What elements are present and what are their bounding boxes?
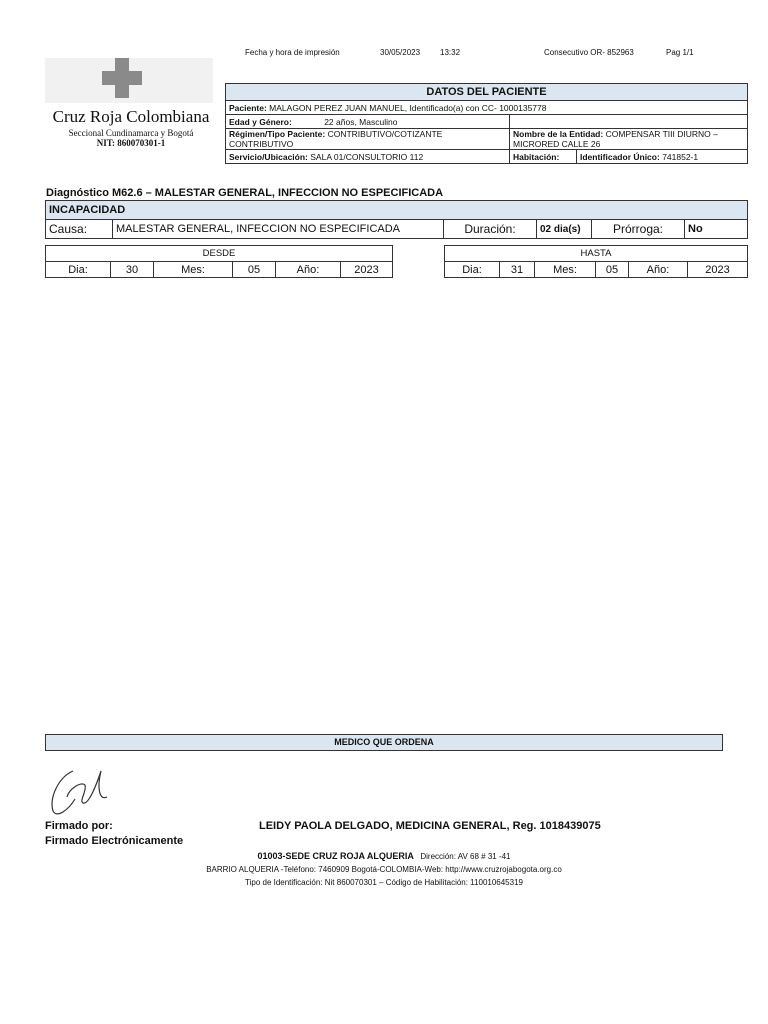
age-gender-cell xyxy=(226,115,510,129)
uid-value: 741852-1 xyxy=(662,151,699,162)
end-date-label: HASTA xyxy=(445,246,748,262)
consecutive-number: Consecutivo OR- 852963 xyxy=(544,48,634,57)
nit-text: NIT: 860070301-1 xyxy=(96,138,166,148)
print-time: 13:32 xyxy=(440,48,461,57)
start-month-value: 05 xyxy=(233,262,276,278)
organization-logo xyxy=(45,58,217,154)
duration-label: Duración: xyxy=(444,220,537,239)
service-value: SALA 01/CONSULTORIO 112 xyxy=(310,151,424,162)
start-day-value: 30 xyxy=(111,262,154,278)
end-date-table xyxy=(444,245,748,278)
service-label: Servicio/Ubicación: xyxy=(229,151,308,162)
start-date-table xyxy=(45,245,393,278)
uid-cell xyxy=(577,150,748,164)
print-date: 30/05/2023 xyxy=(380,48,421,57)
footer-site-line xyxy=(0,851,768,861)
signed-by-label: Firmado por: xyxy=(45,820,113,832)
age-gender-value: 22 años, Masculino xyxy=(324,116,398,127)
patient-name-label: Paciente: xyxy=(229,102,267,113)
entity-value: COMPENSAR TIII DIURNO – MICRORED CALLE 26 xyxy=(513,129,718,149)
diagnosis-line: Diagnóstico M62.6 – MALESTAR GENERAL, INFECCION NO ESPECIFICADA xyxy=(46,187,444,199)
end-year-value: 2023 xyxy=(688,262,748,278)
start-date-label: DESDE xyxy=(46,246,393,262)
extension-label: Prórroga: xyxy=(592,220,685,239)
footer-site: 01003-SEDE CRUZ ROJA ALQUERIA xyxy=(257,851,414,861)
extension-value: No xyxy=(685,220,748,239)
empty-cell xyxy=(510,115,748,129)
regimen-label: Régimen/Tipo Paciente: xyxy=(229,129,326,139)
regimen-value: CONTRIBUTIVO/COTIZANTE CONTRIBUTIVO xyxy=(229,129,443,149)
service-cell xyxy=(226,150,510,164)
start-year-label: Año: xyxy=(276,262,341,278)
patient-data-title: DATOS DEL PACIENTE xyxy=(226,84,748,101)
incapacity-title: INCAPACIDAD xyxy=(46,201,748,220)
end-month-label: Mes: xyxy=(535,262,596,278)
cause-label: Causa: xyxy=(46,220,113,239)
entity-label: Nombre de la Entidad: xyxy=(513,129,604,139)
seccional-text: Seccional Cundinamarca y Bogotá xyxy=(68,128,194,138)
red-cross-icon-bar xyxy=(102,71,142,85)
duration-value: 02 dia(s) xyxy=(537,220,592,239)
entity-cell xyxy=(510,129,748,150)
patient-data-table xyxy=(225,83,748,164)
end-day-label: Dia: xyxy=(445,262,500,278)
age-gender-label: Edad y Género: xyxy=(229,116,292,127)
organization-subtitle xyxy=(45,128,217,148)
room-label: Habitación: xyxy=(513,151,560,162)
end-month-value: 05 xyxy=(596,262,629,278)
incapacity-table xyxy=(45,200,748,239)
signed-electronically-label: Firmado Electrónicamente xyxy=(45,835,184,847)
footer-identification: Tipo de Identificación: Nit 860070301 – Código de Habilitación: 110010645319 xyxy=(245,878,523,887)
uid-label: Identificador Único: xyxy=(580,151,660,162)
doctor-name: LEIDY PAOLA DELGADO, MEDICINA GENERAL, Reg. 1018439075 xyxy=(259,820,601,832)
start-year-value: 2023 xyxy=(341,262,393,278)
footer-contact: BARRIO ALQUERIA -Teléfono: 7460909 Bogotá-COLOMBIA-Web: http://www.cruzrojabogota.org.co xyxy=(206,865,562,874)
start-month-label: Mes: xyxy=(154,262,233,278)
organization-name: Cruz Roja Colombiana xyxy=(52,107,210,126)
end-day-value: 31 xyxy=(500,262,535,278)
page-number: Pag 1/1 xyxy=(666,48,694,57)
patient-name-value: MALAGON PEREZ JUAN MANUEL, Identificado(a) con CC- 1000135778 xyxy=(269,102,547,113)
footer-address: Dirección: AV 68 # 31 -41 xyxy=(420,852,511,861)
cause-value: MALESTAR GENERAL, INFECCION NO ESPECIFICADA xyxy=(113,220,444,239)
start-day-label: Dia: xyxy=(46,262,111,278)
room-cell xyxy=(510,150,577,164)
end-year-label: Año: xyxy=(629,262,688,278)
patient-name-row xyxy=(226,101,748,115)
ordering-doctor-header: MEDICO QUE ORDENA xyxy=(45,734,723,751)
handwritten-signature xyxy=(45,763,135,823)
print-datetime-label: Fecha y hora de impresión xyxy=(245,48,340,57)
regimen-cell xyxy=(226,129,510,150)
